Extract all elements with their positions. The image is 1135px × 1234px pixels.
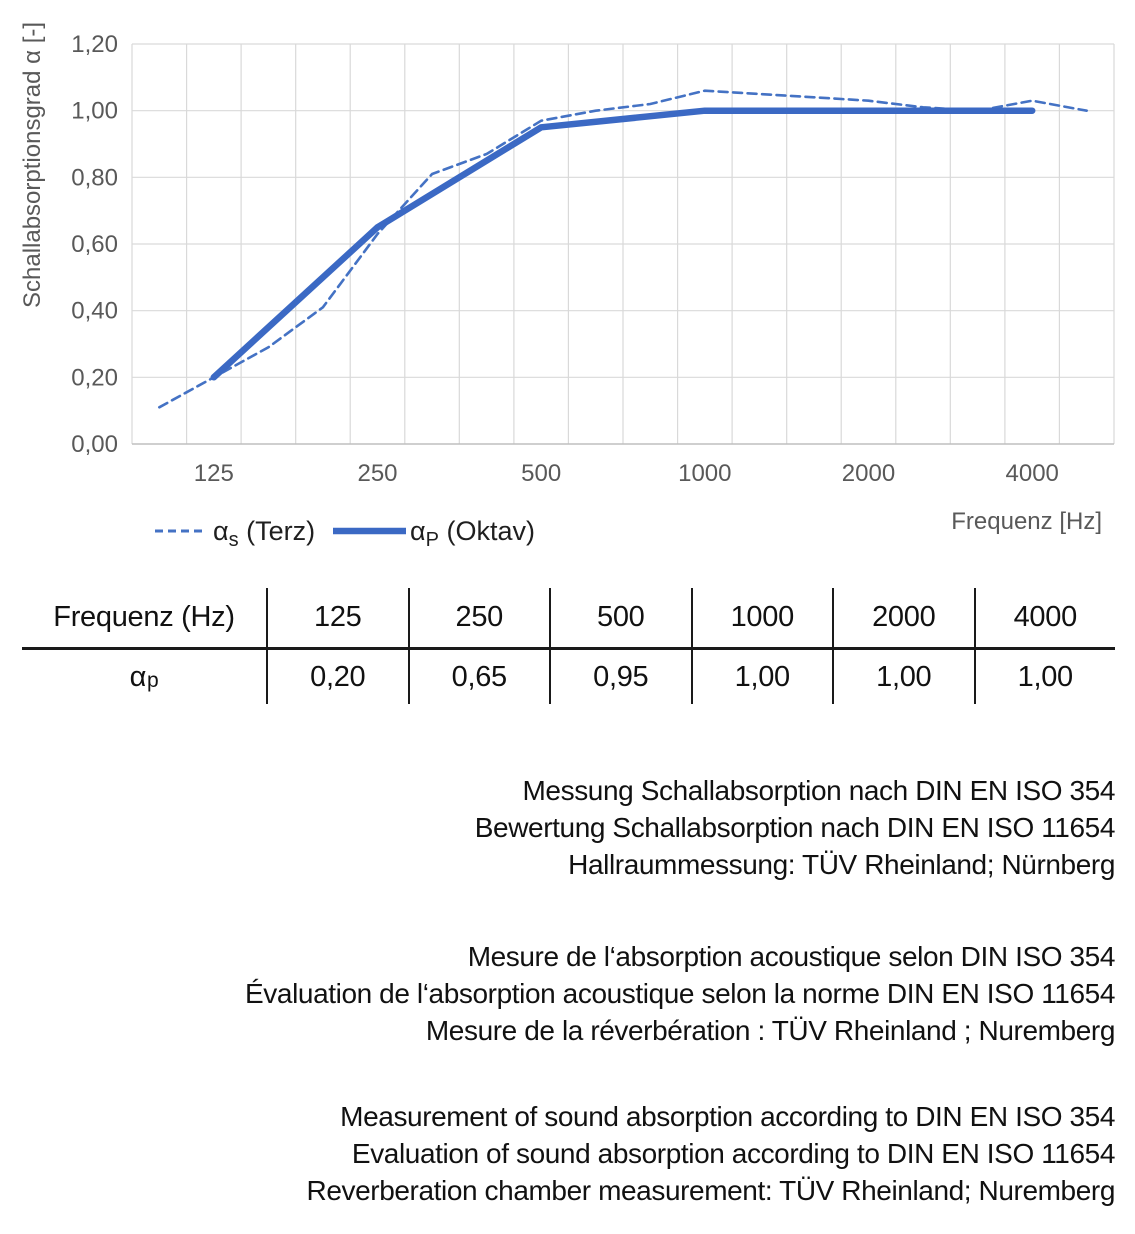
svg-text:500: 500: [521, 460, 562, 487]
svg-text:250: 250: [357, 460, 398, 487]
legend-terz-label: $\alpha_s$ (Terz): [213, 516, 316, 551]
svg-text:0,20: 0,20: [71, 364, 118, 392]
note-german-line-1: Messung Schallabsorption nach DIN EN ISO 354: [522, 775, 1115, 806]
table-header-250: 250: [408, 588, 550, 650]
chart-legend: [155, 516, 535, 551]
table-value-1000: 1,00: [691, 650, 833, 704]
table-value-500: 0,95: [549, 650, 691, 704]
y-axis-tick-labels: [71, 31, 118, 458]
sound-absorption-chart: [0, 0, 1135, 565]
table-value-4000: 1,00: [974, 650, 1116, 704]
table-value-250: 0,65: [408, 650, 550, 704]
table-header-500: 500: [549, 588, 691, 650]
note-german-line-3: Hallraummessung: TÜV Rheinland; Nürnberg: [568, 849, 1115, 880]
table-value-125: 0,20: [266, 650, 408, 704]
table-value-2000: 1,00: [832, 650, 974, 704]
svg-text:125: 125: [193, 460, 234, 487]
svg-text:0,60: 0,60: [71, 231, 118, 258]
svg-text:1,00: 1,00: [71, 97, 118, 125]
note-english: [307, 1098, 1116, 1209]
note-french-line-3: Mesure de la réverbération : TÜV Rheinland ; Nuremberg: [425, 1015, 1115, 1046]
x-axis-tick-labels: [194, 460, 1059, 487]
svg-text:1000: 1000: [678, 460, 732, 487]
y-axis-title: Schallabsorptionsgrad α [-]: [19, 21, 46, 308]
absorption-values-table: [22, 588, 1115, 704]
svg-text:2000: 2000: [841, 460, 896, 487]
table-row-label-alpha-p: α p: [129, 660, 159, 693]
legend-oktav-label: $\alpha_P$ (Oktav): [410, 516, 535, 551]
table-header-1000: 1000: [691, 588, 833, 650]
svg-text:0,40: 0,40: [71, 297, 118, 325]
note-german-line-2: Bewertung Schallabsorption nach DIN EN ISO 11654: [474, 812, 1115, 843]
svg-text:4000: 4000: [1005, 460, 1059, 487]
note-english-line-3: Reverberation chamber measurement: TÜV Rheinland; Nuremberg: [306, 1175, 1115, 1206]
svg-text:1,20: 1,20: [71, 31, 118, 58]
svg-text:0,80: 0,80: [71, 164, 118, 192]
note-french: [245, 938, 1115, 1049]
note-english-line-2: Evaluation of sound absorption according to DIN EN ISO 11654: [351, 1138, 1115, 1169]
svg-text:0,00: 0,00: [71, 431, 118, 458]
note-french-line-1: Mesure de l‘absorption acoustique selon DIN ISO 354: [467, 941, 1115, 972]
note-german: [475, 772, 1115, 883]
table-header-2000: 2000: [832, 588, 974, 650]
table-header-4000: 4000: [974, 588, 1116, 650]
table-header-frequency: Frequenz (Hz): [22, 588, 266, 650]
x-axis-title: Frequenz [Hz]: [951, 508, 1102, 535]
note-french-line-2: Évaluation de l‘absorption acoustique selon la norme DIN EN ISO 11654: [245, 978, 1115, 1009]
note-english-line-1: Measurement of sound absorption according to DIN EN ISO 354: [340, 1101, 1115, 1132]
table-header-125: 125: [266, 588, 408, 650]
